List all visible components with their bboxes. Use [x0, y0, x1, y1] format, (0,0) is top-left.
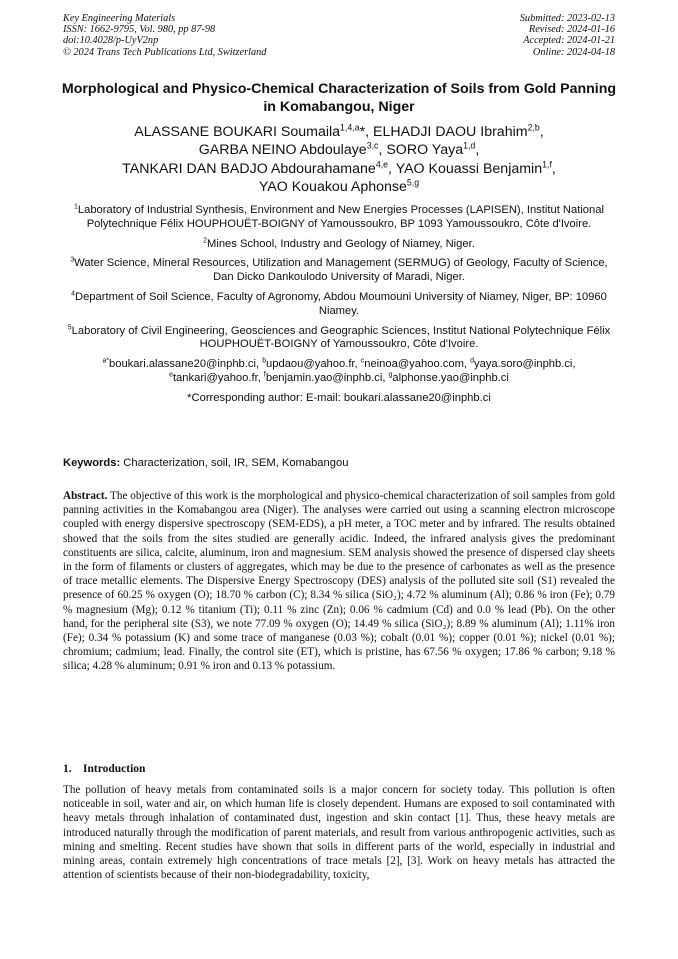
affiliation: $^4$Department of Soil Science, Faculty of Agronomy, Abdou Moumouni University of Niamey, Niger, BP: 10960 Niamey.	[71, 290, 607, 317]
abstract-label: Abstract.	[63, 490, 108, 502]
email-link[interactable]: yaya.soro@inphb.ci,	[474, 358, 576, 371]
paper-title: Morphological and Physico-Chemical Characterization of Soils from Gold Panning in Komabangou, Niger	[61, 81, 617, 115]
author: TANKARI DAN BADJO Abdourahamane$^{4,e}$,	[122, 158, 396, 177]
section-number: 1.	[63, 763, 72, 775]
revised-date: Revised: 2024-01-16	[528, 24, 615, 36]
email-link[interactable]: updaou@yahoo.fr,	[266, 358, 361, 371]
author-emails: $^{a*}$boukari.alassane20@inphb.ci, $^b$updaou@yahoo.fr, $^c$neinoa@yahoo.com, $^d$yaya.soro@inphb.ci, $^e$tankari@yahoo.fr, $^f$benjamin.yao@inphb.ci, $^g$alphonse.yao@inphb.ci	[102, 357, 576, 384]
affiliation: $^2$Mines School, Industry and Geology of Niamey, Niger.	[203, 236, 475, 250]
author: GARBA NEINO Abdoulaye$^{3,c}$,	[198, 140, 387, 159]
doi-line: doi:10.4028/p-UyV2np	[63, 35, 159, 47]
abstract-text: The objective of this work is the morphological and physico-chemical characterization of soil samples from gold panning activities in the Komabangou area (Niger). The analyses were carried out using a scanning electron microscope coupled with energy dispersive spectroscopy (SEM-EDS), a pH meter, a TOC meter and by infrared. The results obtained showed that the soils from the sites studied are generally acidic. Indeed, the infrared analysis gives the predominant constituents are silica, calcite, aluminum, iron and magnesium. SEM analysis showed the presence of dispersed clay sheets in the form of filaments or clusters of aggregates, which may be due to the presence of carbonates as well as the presence of trace metallic elements. The Dispersive Energy Spectroscopy (DES) analysis of the polluted site soil (S1) revealed the presence of 60.25 % oxygen (O); 18.70 % carbon (C); 8.34 % silica (SiO₂); 4.72 % aluminum (Al); 0.86 % iron (Fe); 0.79 % magnesium (Mg); 0.12 % titanium (Ti); 0.11 % zinc (Zn); 0.06 % cadmium (Cd) and 0.0 % lead (Pb). On the other hand, for the peripheral site (S3), we note 77.09 % oxygen (O); 14.49 % silica (SiO₂); 8.89 % aluminum (Al); 1.11% iron (Fe); 0.34 % potassium (K) and some trace of manganese (0.03 %); cobalt (0.01 %); copper (0.01 %); nickel (0.01 %); chromium; cadmium; lead. Finally, the control site (ET), which is pristine, has 67.56 % oxygen; 17.86 % carbon; 9.18 % silica; 4.28 % aluminum; 0.91 % iron and 0.13 % potassium.	[63, 490, 615, 673]
affiliations	[60, 204, 618, 406]
submission-dates	[520, 13, 615, 58]
accepted-date: Accepted: 2024-01-21	[523, 35, 615, 47]
author-list	[60, 123, 618, 196]
author: ELHADJI DAOU Ibrahim$^{2,b}$,	[373, 122, 544, 140]
affiliation: $^3$Water Science, Mineral Resources, Utilization and Management (SERMUG) of Geology, Faculty of Science, Dan Dicko Dankoulodo University of Maradi, Niger.	[70, 256, 608, 284]
affiliation: $^5$Laboratory of Civil Engineering, Geosciences and Geographic Sciences, Institut National Polytechnique Félix HOUPHOUËT-BOIGNY of Yamoussoukro, Côte d'Ivoire.	[67, 323, 611, 351]
submitted-date: Submitted: 2023-02-13	[519, 13, 615, 24]
abstract	[63, 489, 615, 674]
author: SORO Yaya$^{1,d}$,	[386, 140, 480, 159]
email-link[interactable]: alphonse.yao@inphb.ci	[392, 371, 509, 384]
keywords-label: Keywords:	[63, 457, 121, 469]
introduction-paragraph: The pollution of heavy metals from contaminated soils is a major concern for society today. This pollution is often noticeable in soil, water and air, on which human life is closely dependent. Humans are exposed to soil contaminated with heavy metals through inhalation of contaminated dust, ingestion and skin contact [1]. Thus, these heavy metals are introduced naturally through the modification of parent materials, and result from various anthropogenic activities, such as mining and smelting. Recent studies have shown that soils in different parts of the world, especially in industrial and mining areas, contain extremely high concentrations of trace metals [2], [3]. Work on heavy metals has attracted the attention of scientists because of their non-biodegradability, toxicity,	[63, 784, 615, 882]
section-title: Introduction	[83, 763, 146, 775]
journal-name: Key Engineering Materials	[63, 13, 176, 24]
email-link[interactable]: tankari@yahoo.fr,	[172, 371, 264, 384]
copyright-line: © 2024 Trans Tech Publications Ltd, Switzerland	[63, 46, 267, 58]
corresponding-author: *Corresponding author: E-mail: boukari.alassane20@inphb.ci	[187, 391, 491, 404]
author: YAO Kouassi Benjamin$^{1,f}$,	[395, 158, 556, 177]
author: ALASSANE BOUKARI Soumaila$^{1,4,a}$*,	[134, 122, 374, 140]
affiliation: $^1$Laboratory of Industrial Synthesis, Environment and New Energies Processes (LAPISEN), Institut National Polytechnique Félix HOUPHOUËT-BOIGNY of Yamoussoukro, BP 1093 Yamoussoukro, Côte d'Ivoire.	[74, 203, 604, 230]
online-date: Online: 2024-04-18	[532, 46, 615, 58]
email-link[interactable]: boukari.alassane20@inphb.ci,	[109, 358, 263, 371]
keywords-text: Characterization, soil, IR, SEM, Komabangou	[120, 457, 349, 469]
section-heading	[63, 762, 145, 776]
journal-info	[63, 13, 266, 58]
keywords	[63, 456, 615, 470]
author: YAO Kouakou Aphonse$^{5,g}$	[258, 177, 420, 195]
issn-line: ISSN: 1662-9795, Vol. 980, pp 87-98	[63, 24, 216, 36]
email-link[interactable]: benjamin.yao@inphb.ci,	[265, 371, 389, 384]
email-link[interactable]: neinoa@yahoo.com,	[364, 358, 471, 371]
